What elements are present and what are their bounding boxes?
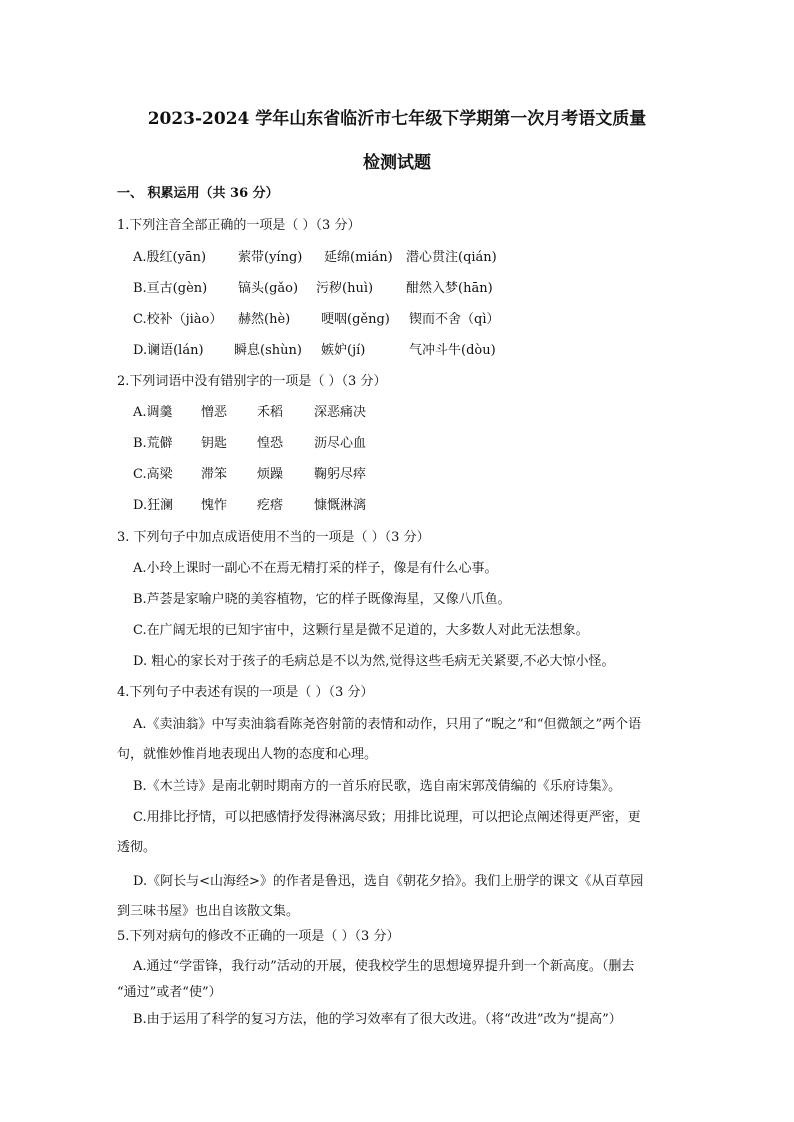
question-5-option-b: B.由于运用了科学的复习方法，他的学习效率有了很大改进。（将“改进”改为“提高”） (133, 1012, 622, 1027)
question-5-option-a-line-2: “通过”或者“使”） (117, 985, 222, 1000)
question-4-option-d-line-2: 到三味书屋》也出自该散文集。 (117, 904, 300, 919)
question-3-option-c: C.在广阔无垠的已知宇宙中，这颗行星是微不足道的，大多数人对此无法想象。 (133, 623, 589, 638)
question-1-stem: 1.下列注音全部正确的一项是（ ）（3 分） (117, 218, 361, 233)
question-4-option-d-line-1: D.《阿长与<山海经>》的作者是鲁迅，选自《朝花夕拾》。我们上册学的课文《从百草园 (133, 874, 644, 889)
question-3-option-b: B.芦荟是家喻户晓的美容植物，它的样子既像海星，又像八爪鱼。 (133, 592, 511, 607)
question-3-stem: 3. 下列句子中加点成语使用不当的一项是（ ）（3 分） (117, 530, 430, 545)
page-title-line-1: 2023-2024 学年山东省临沂市七年级下学期第一次月考语文质量 (147, 109, 647, 129)
section-heading: 一、 积累运用（共 36 分） (117, 186, 279, 201)
question-4-option-b: B.《木兰诗》是南北朝时期南方的一首乐府民歌，选自南宋郭茂倩编的《乐府诗集》。 (133, 779, 622, 794)
page-title-line-2: 检测试题 (363, 153, 431, 173)
question-2-stem: 2.下列词语中没有错别字的一项是（ ）（3 分） (117, 374, 387, 389)
question-5-option-a-line-1: A.通过“学雷锋，我行动”活动的开展，使我校学生的思想境界提升到一个新高度。（删去 (133, 959, 635, 974)
question-3-option-a: A.小玲上课时一副心不在焉无精打采的样子，像是有什么心事。 (133, 561, 498, 576)
question-5-stem: 5.下列对病句的修改不正确的一项是（ ）（3 分） (117, 929, 400, 944)
question-4-stem: 4.下列句子中表述有误的一项是（ ）（3 分） (117, 685, 374, 700)
question-4-option-c-line-1: C.用排比抒情，可以把感情抒发得淋漓尽致；用排比说理，可以把论点阐述得更严密，更 (133, 810, 641, 825)
exam-page: 2023-2024 学年山东省临沂市七年级下学期第一次月考语文质量 检测试题 一、 积累运用（共 36 分） 1.下列注音全部正确的一项是（ ）（3 分） A.殷红(yān) 萦带(yíng) 延绵(mián) 潜心贯注(qián) B.亘古(gèn) 镐头(gǎo) 污秽(huì) 酣然入梦(hān) C.校补（jiào） 赫然(hè) 哽咽(gěng) 锲而不舍（qì） D.谰语(lán) 瞬息(shùn) 嫉妒(jí) 气冲斗牛(dòu) 2.下列词语中没有错别字的一项是（ ）（3 分） A.调羹 憎恶 禾稻 深恶痛决 B.荒僻 钥匙 惶恐 沥尽心血 C.高梁 滞笨 烦躁 鞠躬尽瘁 D.狂澜 愧怍 疙瘩 慷慨淋漓 3. 下列句子中加点成语使用不当的一项是（ ）（3 分） A.小玲上课时一副心不在焉无精打采的样子，像是有什么心事。 B.芦荟是家喻户晓的美容植物，它的样子既像海星，又像八爪鱼。 C.在广阔无垠的已知宇宙中，这颗行星是微不足道的，大多数人对此无法想象。 D. 粗心的家长对于孩子的毛病总是不以为然,觉得这些毛病无关紧要,不必大惊小怪。 4.下列句子中表述有误的一项是（ ）（3 分） A.《卖油翁》中写卖油翁看陈尧咨射箭的表情和动作，只用了“睨之”和“但微颔之”两个语 句，就惟妙惟肖地表现出人物的态度和心理。 B.《木兰诗》是南北朝时期南方的一首乐府民歌，选自南宋郭茂倩编的《乐府诗集》。 C.用排比抒情，可以把感情抒发得淋漓尽致；用排比说理，可以把论点阐述得更严密，更 透彻。 D.《阿长与<山海经>》的作者是鲁迅，选自《朝花夕拾》。我们上册学的课文《从百草园 到三味书屋》也出自该散文集。 5.下列对病句的修改不正确的一项是（ ）（3 分） A.通过“学雷锋，我行动”活动的开展，使我校学生的思想境界提升到一个新高度。（删去 “通过”或者“使”） B.由于运用了科学的复习方法，他的学习效率有了很大改进。（将“改进”改为“提高”） (0, 0, 794, 1122)
question-4-option-c-line-2: 透彻。 (117, 840, 157, 855)
question-4-option-a-line-2: 句，就惟妙惟肖地表现出人物的态度和心理。 (117, 747, 378, 762)
question-3-option-d: D. 粗心的家长对于孩子的毛病总是不以为然,觉得这些毛病无关紧要,不必大惊小怪。 (133, 654, 615, 669)
question-4-option-a-line-1: A.《卖油翁》中写卖油翁看陈尧咨射箭的表情和动作，只用了“睨之”和“但微颔之”两个语 (133, 717, 642, 732)
